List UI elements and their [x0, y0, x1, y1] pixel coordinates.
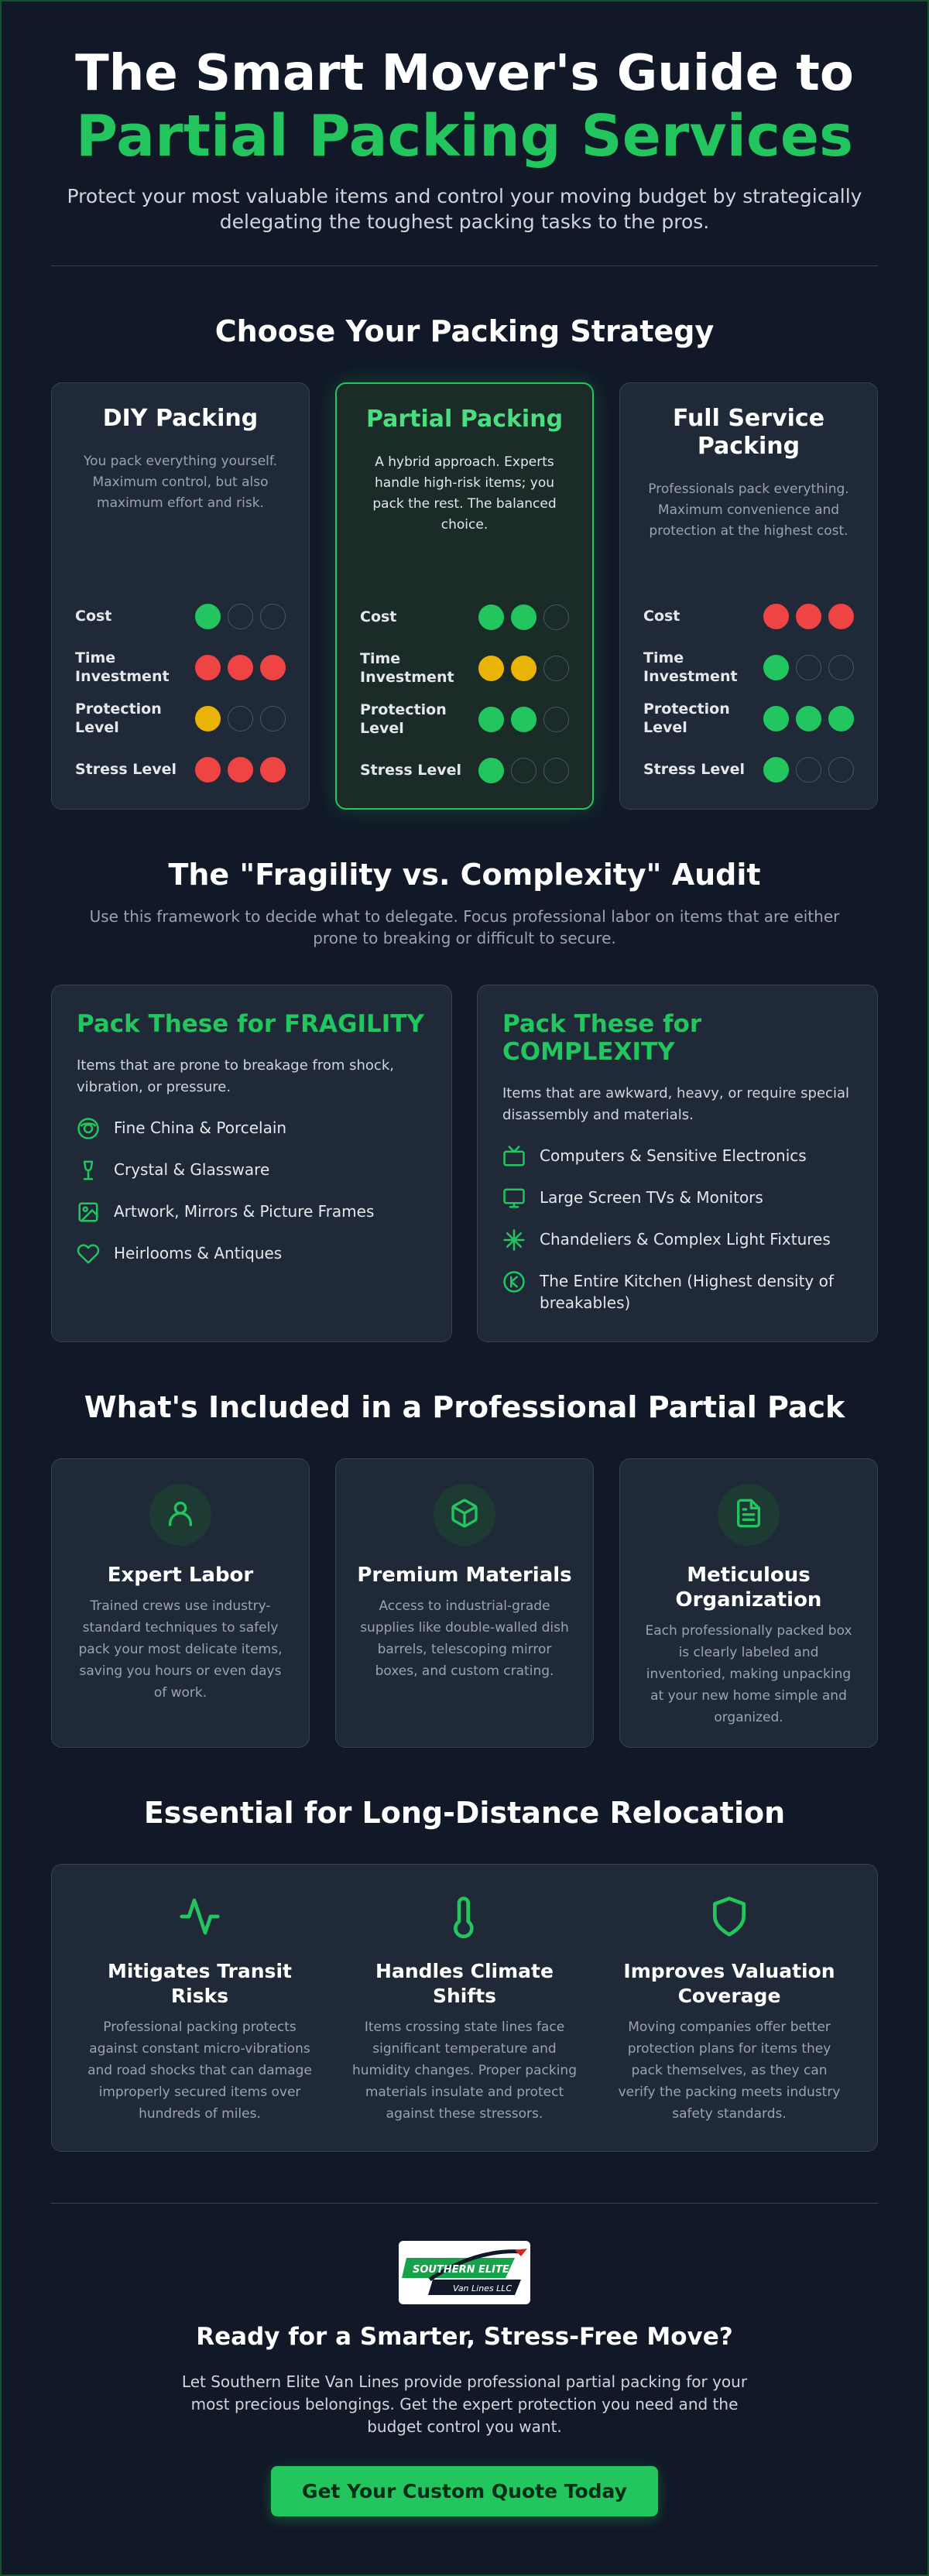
rating-dots	[478, 656, 569, 681]
picture-frame-icon	[77, 1201, 100, 1224]
metric-label: Protection Level	[360, 701, 447, 737]
fragility-title: Pack These for FRAGILITY	[77, 1010, 424, 1038]
metric-row	[75, 744, 286, 795]
china-icon	[77, 1117, 100, 1140]
kitchen-icon	[502, 1270, 526, 1293]
metric-row	[643, 591, 854, 642]
metric-row	[360, 591, 569, 642]
strategy-card-description: A hybrid approach. Experts handle high-risk items; you pack the rest. The balanced choice.	[372, 454, 557, 533]
list-item-label: Crystal & Glassware	[114, 1160, 270, 1179]
strategy-cards	[51, 382, 878, 810]
strategy-card-description: You pack everything yourself. Maximum control, but also maximum effort and risk.	[83, 454, 278, 511]
complexity-list	[502, 1145, 852, 1314]
logo-text-main: SOUTHERN ELITE	[413, 2264, 509, 2276]
rating-dot	[195, 706, 221, 731]
rating-dots	[763, 757, 854, 783]
metric-label: Cost	[643, 608, 680, 625]
strategy-card-title: Full Service Packing	[672, 405, 825, 460]
included-card	[51, 1458, 310, 1748]
included-card	[619, 1458, 878, 1748]
rating-dot	[763, 604, 789, 629]
long-distance-heading: Essential for Long-Distance Relocation	[143, 1796, 786, 1830]
included-card-text: Access to industrial-grade supplies like double-walled dish barrels, telescoping mirror boxes, and custom crating.	[360, 1598, 569, 1679]
included-card-title: Expert Labor	[107, 1564, 254, 1587]
rating-dot	[511, 656, 536, 681]
complexity-title: Pack These for COMPLEXITY	[502, 1010, 702, 1066]
tv-icon	[502, 1145, 526, 1168]
rating-dots	[763, 706, 854, 731]
long-distance-text: Moving companies offer better protection plans for items they pack themselves, as they can verify the packing meets industry safety standards.	[618, 2019, 841, 2122]
long-distance-title: Improves Valuation Coverage	[623, 1960, 835, 2007]
long-distance-text: Items crossing state lines face significant temperature and humidity changes. Proper packing materials insulate and protect against these stressors.	[351, 2019, 577, 2122]
rating-dot	[195, 604, 221, 629]
included-card-title: Premium Materials	[357, 1564, 572, 1587]
long-distance-box	[51, 1864, 878, 2152]
complexity-description: Items that are awkward, heavy, or require special disassembly and materials.	[502, 1085, 849, 1123]
rating-dots	[763, 655, 854, 680]
rating-dot	[828, 604, 854, 629]
list-item	[77, 1242, 427, 1266]
list-item	[502, 1270, 852, 1314]
get-quote-button[interactable]: Get Your Custom Quote Today	[271, 2466, 658, 2516]
list-item-label: Computers & Sensitive Electronics	[540, 1146, 807, 1165]
metric-label: Stress Level	[75, 761, 177, 778]
list-item-label: Large Screen TVs & Monitors	[540, 1188, 763, 1207]
rating-dot	[511, 605, 536, 630]
long-distance-column	[332, 1891, 597, 2151]
metric-label: Cost	[360, 608, 397, 625]
metric-label: Time Investment	[75, 649, 170, 685]
rating-dot	[763, 757, 789, 783]
rating-dot	[543, 758, 569, 783]
included-card-text: Each professionally packed box is clearly labeled and inventoried, making unpacking at your new home simple and organized.	[645, 1623, 852, 1725]
rating-dot	[796, 604, 821, 629]
icon-circle	[434, 1484, 495, 1546]
rating-dot	[228, 604, 253, 629]
strategy-card-title: Partial Packing	[365, 406, 564, 433]
pulse-icon	[84, 1891, 315, 1942]
shield-icon	[614, 1891, 845, 1942]
metric-row	[643, 693, 854, 744]
rating-dot	[228, 757, 253, 783]
rating-dots	[195, 604, 286, 629]
sparkle-icon	[502, 1228, 526, 1252]
rating-dot	[260, 757, 286, 783]
list-item	[502, 1145, 852, 1168]
included-cards	[51, 1458, 878, 1748]
rating-dot	[478, 605, 504, 630]
strategy-card-full-service	[619, 382, 878, 810]
divider	[51, 265, 878, 266]
rating-dot	[763, 706, 789, 731]
metric-row	[643, 642, 854, 693]
rating-dot	[260, 655, 286, 680]
long-distance-column	[597, 1891, 862, 2151]
audit-subtitle: Use this framework to decide what to delegate. Focus professional labor on items that are either prone to breaking or difficult to secure.	[89, 907, 840, 947]
rating-dot	[543, 605, 569, 630]
box-icon	[449, 1498, 480, 1532]
list-item-label: Chandeliers & Complex Light Fixtures	[540, 1230, 831, 1249]
metric-label: Cost	[75, 608, 112, 625]
rating-dot	[260, 706, 286, 731]
fragility-list	[77, 1117, 427, 1266]
complexity-card	[477, 985, 878, 1342]
metric-label: Protection Level	[75, 701, 162, 736]
hero-title	[51, 43, 878, 170]
metric-label: Time Investment	[360, 650, 454, 686]
rating-dot	[478, 656, 504, 681]
list-item-label: Fine China & Porcelain	[114, 1118, 287, 1137]
long-distance-text: Professional packing protects against constant micro-vibrations and road shocks that can damage improperly secured items over hundreds of miles.	[87, 2019, 312, 2122]
content	[51, 2, 878, 2516]
rating-dot	[543, 656, 569, 681]
rating-dot	[511, 758, 536, 783]
metric-label: Stress Level	[643, 761, 746, 778]
strategy-card-partial	[335, 382, 594, 810]
rating-dot	[796, 706, 821, 731]
rating-dot	[796, 655, 821, 680]
long-distance-title: Mitigates Transit Risks	[108, 1960, 292, 2007]
rating-dots	[478, 758, 569, 783]
rating-dot	[828, 706, 854, 731]
metric-label: Stress Level	[360, 762, 462, 779]
rating-dots	[195, 757, 286, 783]
included-card	[335, 1458, 594, 1748]
rating-dot	[543, 707, 569, 732]
cta-heading: Ready for a Smarter, Stress-Free Move?	[196, 2323, 733, 2351]
rating-dot	[228, 706, 253, 731]
rating-dot	[511, 707, 536, 732]
audit-section	[51, 858, 878, 1342]
cta-section	[51, 2241, 878, 2516]
monitor-icon	[502, 1187, 526, 1210]
document-icon	[733, 1498, 764, 1532]
audit-cards	[51, 985, 878, 1342]
metric-row	[75, 642, 286, 693]
heart-icon	[77, 1242, 100, 1266]
strategy-card-diy	[51, 382, 310, 810]
audit-heading: The "Fragility vs. Complexity" Audit	[168, 858, 761, 892]
rating-dot	[195, 757, 221, 783]
metric-label: Protection Level	[643, 701, 730, 736]
list-item-label: Artwork, Mirrors & Picture Frames	[114, 1202, 375, 1221]
metric-row	[360, 745, 569, 796]
long-distance-title: Handles Climate Shifts	[375, 1960, 554, 2007]
rating-dot	[260, 604, 286, 629]
icon-circle	[149, 1484, 211, 1546]
metric-row	[360, 642, 569, 694]
strategy-card-title: DIY Packing	[102, 405, 259, 432]
list-item	[77, 1201, 427, 1224]
list-item	[77, 1117, 427, 1140]
rating-dot	[478, 707, 504, 732]
list-item	[502, 1187, 852, 1210]
included-card-text: Trained crews use industry-standard techniques to safely pack your most delicate items, saving you hours or even days of work.	[78, 1598, 283, 1701]
metric-row	[643, 744, 854, 795]
included-heading: What's Included in a Professional Partial Pack	[84, 1390, 845, 1424]
rating-dots	[763, 604, 854, 629]
divider	[51, 2203, 878, 2204]
cta-text: Let Southern Elite Van Lines provide professional partial packing for your most precious belongings. Get the expert protection you need and the budget control you want.	[181, 2372, 748, 2436]
long-distance-section	[51, 1796, 878, 2152]
metric-row	[360, 694, 569, 745]
thermometer-icon	[349, 1891, 580, 1942]
hero	[51, 2, 878, 235]
strategy-heading: Choose Your Packing Strategy	[214, 314, 715, 348]
wine-glass-icon	[77, 1159, 100, 1182]
rating-dots	[195, 655, 286, 680]
rating-dot	[195, 655, 221, 680]
metrics	[75, 591, 286, 795]
fragility-card	[51, 985, 452, 1342]
fragility-description: Items that are prone to breakage from shock, vibration, or pressure.	[77, 1057, 394, 1095]
company-logo	[399, 2241, 530, 2304]
list-item-label: Heirlooms & Antiques	[114, 1244, 283, 1262]
rating-dot	[828, 655, 854, 680]
metric-row	[75, 693, 286, 744]
included-section	[51, 1390, 878, 1748]
rating-dots	[478, 605, 569, 630]
logo-text-sub: Van Lines LLC	[453, 2283, 512, 2293]
hero-title-line2: Partial Packing Services	[75, 103, 854, 170]
rating-dots	[478, 707, 569, 732]
strategy-section	[51, 314, 878, 810]
rating-dots	[195, 706, 286, 731]
metric-label: Time Investment	[643, 649, 738, 685]
rating-dot	[828, 757, 854, 783]
rating-dot	[796, 757, 821, 783]
hero-subtitle: Protect your most valuable items and control your moving budget by strategically delegating the toughest packing tasks to the pros.	[67, 185, 862, 233]
strategy-card-description: Professionals pack everything. Maximum convenience and protection at the highest cost.	[648, 481, 849, 539]
list-item	[77, 1159, 427, 1182]
included-card-title: Meticulous Organization	[675, 1564, 822, 1612]
long-distance-column	[67, 1891, 332, 2151]
user-icon	[165, 1498, 196, 1532]
list-item-label: The Entire Kitchen (Highest density of breakables)	[540, 1272, 834, 1312]
metrics	[360, 591, 569, 796]
hero-title-line1: The Smart Mover's Guide to	[75, 45, 854, 102]
metric-row	[75, 591, 286, 642]
rating-dot	[478, 758, 504, 783]
icon-circle	[718, 1484, 780, 1546]
list-item	[502, 1228, 852, 1252]
metrics	[643, 591, 854, 795]
rating-dot	[228, 655, 253, 680]
rating-dot	[763, 655, 789, 680]
